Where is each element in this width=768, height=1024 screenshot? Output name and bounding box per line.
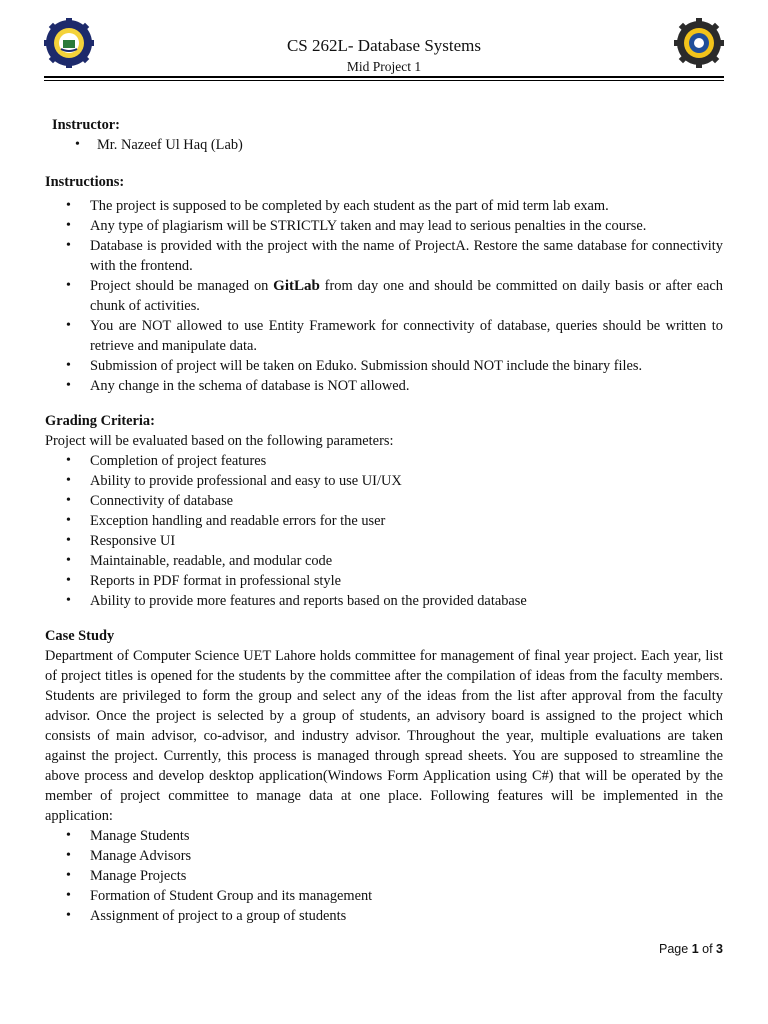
page-title: CS 262L- Database Systems	[286, 36, 482, 55]
list-item: • Manage Students	[45, 826, 723, 846]
grading-section	[45, 411, 723, 611]
list-item: • Assignment of project to a group of students	[45, 906, 723, 926]
list-item: • The project is supposed to be completed by each student as the part of mid term lab exam.	[45, 196, 723, 216]
case-study-paragraph: Department of Computer Science UET Lahore holds committee for management of final year project. Each year, list of project titles is opened for the students by the committee after the compilation of ideas from the faculty members. Students are privileged to form the group and select any of the ideas from the list after approval from the faculty advisor. Once the project is selected by a group of students, an advisory board is assigned to the project which consists of main advisor, co-advisor, and industry advisor. Throughout the year, multiple evaluations are taken against the project. Currently, this process is managed through spread sheets. You are supposed to streamline the above process and develop desktop application(Windows Form Application using C#) that will be operated by the member of project committee to manage data at one place. Following features will be implemented in the application:	[45, 648, 723, 824]
grading-heading: Grading Criteria:	[45, 413, 155, 429]
case-study-heading: Case Study	[45, 628, 115, 644]
list-item: • Manage Advisors	[45, 846, 723, 866]
list-item: • Database is provided with the project with the name of ProjectA. Restore the same database for connectivity with the frontend.	[45, 236, 723, 276]
instructions-section	[45, 172, 723, 396]
list-item: • Responsive UI	[45, 531, 723, 551]
grading-list	[45, 451, 723, 611]
header-divider-thin	[44, 80, 724, 81]
instructions-list	[45, 196, 723, 396]
document-body	[45, 115, 723, 926]
list-item: • Submission of project will be taken on Eduko. Submission should NOT include the binary files.	[45, 356, 723, 376]
page-header	[44, 18, 724, 76]
header-divider	[44, 76, 724, 78]
instructor-heading: Instructor:	[52, 117, 120, 133]
list-item: • Exception handling and readable errors for the user	[45, 511, 723, 531]
gear-seal-icon	[674, 18, 724, 68]
list-item: • Formation of Student Group and its management	[45, 886, 723, 906]
gitlab-emphasis: GitLab	[273, 278, 320, 294]
instructor-section	[52, 115, 723, 155]
page-subtitle: Mid Project 1	[346, 59, 422, 74]
instructor-list	[52, 135, 723, 155]
list-item: • Reports in PDF format in professional style	[45, 571, 723, 591]
list-item	[45, 276, 723, 316]
list-item: • Maintainable, readable, and modular code	[45, 551, 723, 571]
list-item: • Any change in the schema of database is NOT allowed.	[45, 376, 723, 396]
list-item: • Completion of project features	[45, 451, 723, 471]
list-item-text: from day one and should be committed on daily basis or after each chunk of activities.	[90, 278, 724, 314]
list-item: • Connectivity of database	[45, 491, 723, 511]
list-item: • You are NOT allowed to use Entity Framework for connectivity of database, queries should be written to retrieve and manipulate data.	[45, 316, 723, 356]
page-word: Page	[659, 942, 689, 956]
of-word: of	[702, 942, 713, 956]
case-study-section	[45, 626, 723, 926]
list-item: • Mr. Nazeef Ul Haq (Lab)	[52, 135, 723, 155]
list-item: • Any type of plagiarism will be STRICTLY taken and may lead to serious penalties in the course.	[45, 216, 723, 236]
list-item: • Ability to provide professional and easy to use UI/UX	[45, 471, 723, 491]
features-list	[45, 826, 723, 926]
page-number	[659, 942, 723, 956]
total-pages: 3	[716, 942, 723, 956]
list-item: • Manage Projects	[45, 866, 723, 886]
list-item: • Ability to provide more features and reports based on the provided database	[45, 591, 723, 611]
list-item-text: Project should be managed on	[90, 278, 274, 294]
grading-intro: Project will be evaluated based on the following parameters:	[45, 433, 394, 449]
current-page: 1	[691, 942, 699, 956]
instructions-heading: Instructions:	[45, 174, 125, 190]
